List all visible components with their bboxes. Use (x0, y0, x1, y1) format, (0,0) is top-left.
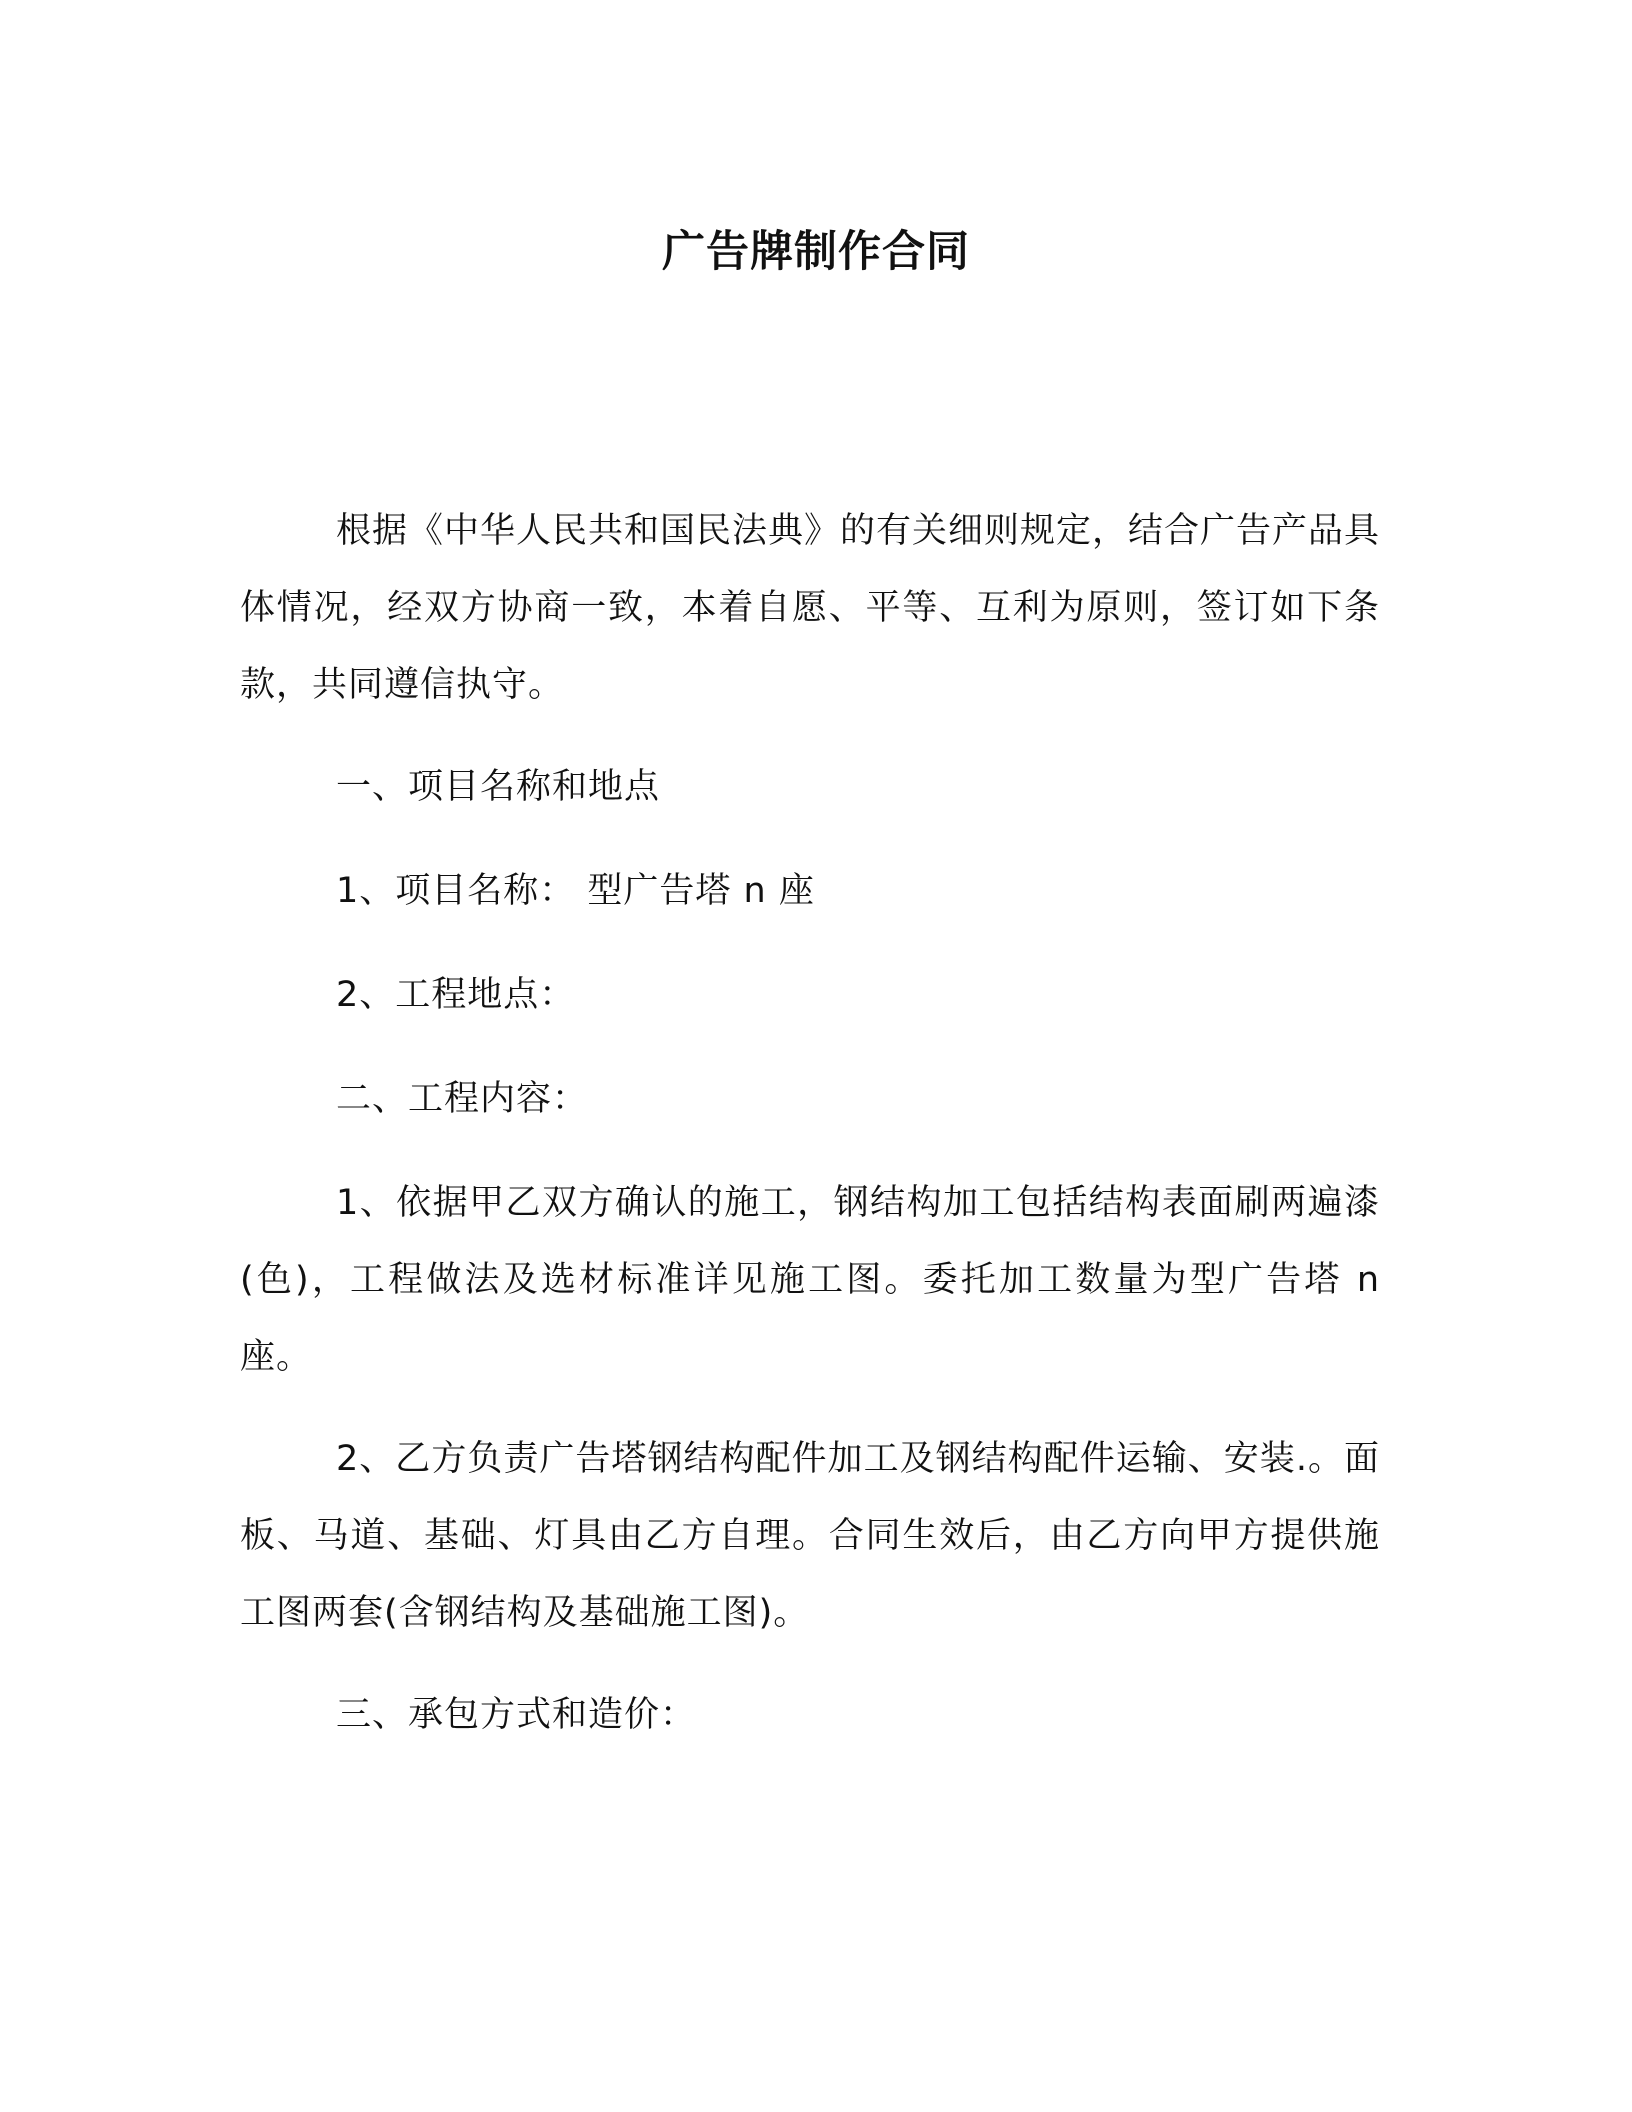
section-heading-3: 三、承包方式和造价： (336, 1695, 697, 1735)
clause-work-content-1: 1、依据甲乙双方确认的施工，钢结构加工包括结构表面刷两遍漆(色)，工程做法及选材标准详见施工图。委托加工数量为型广告塔 n 座。 (240, 1183, 1380, 1377)
section-heading-2: 二、工程内容： (336, 1079, 589, 1119)
document-title: 广告牌制作合同 (662, 227, 970, 277)
document-body (240, 493, 1380, 1754)
clause-work-content-2: 2、乙方负责广告塔钢结构配件加工及钢结构配件运输、安装.。面板、马道、基础、灯具由乙方自理。合同生效后，由乙方向甲方提供施工图两套(含钢结构及基础施工图)。 (240, 1439, 1380, 1633)
preamble-paragraph: 根据《中华人民共和国民法典》的有关细则规定，结合广告产品具体情况，经双方协商一致，本着自愿、平等、互利为原则，签订如下条款，共同遵信执守。 (240, 511, 1381, 705)
clause-project-location: 2、工程地点： (336, 975, 576, 1015)
clause-project-name: 1、项目名称： 型广告塔 n 座 (336, 871, 815, 911)
section-heading-1: 一、项目名称和地点 (336, 767, 661, 807)
